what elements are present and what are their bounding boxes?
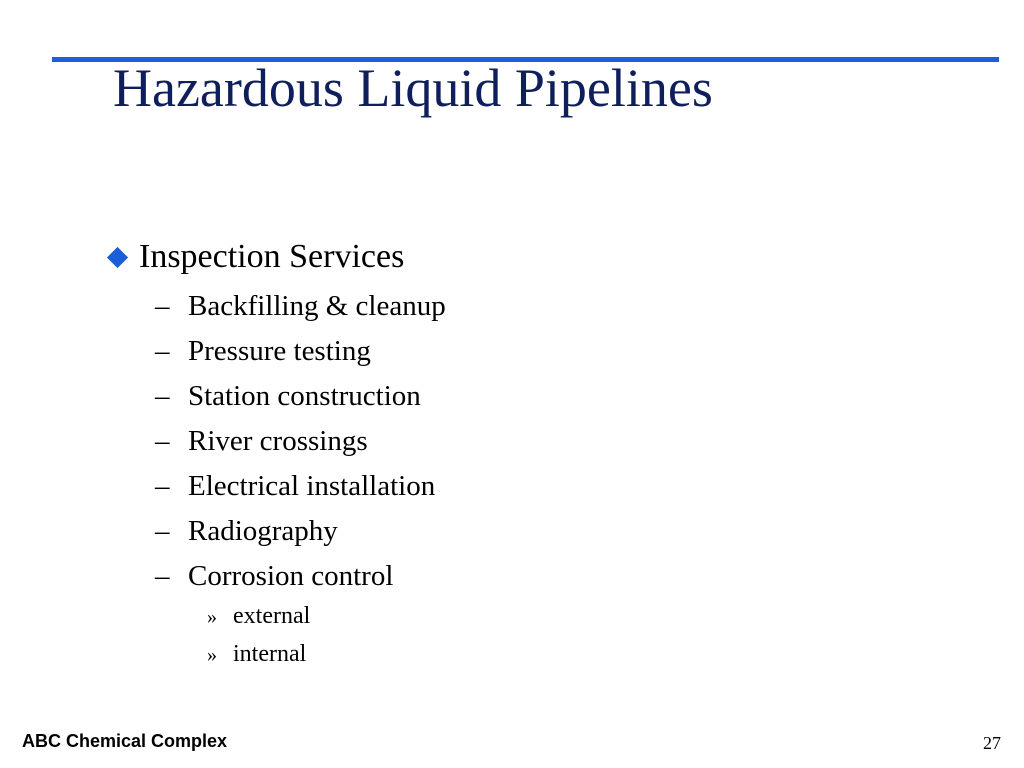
sub-bullet-item xyxy=(155,464,446,509)
dash-marker: – xyxy=(155,335,170,367)
dash-marker: – xyxy=(155,470,170,502)
sub-bullet-item xyxy=(155,509,446,554)
nested-bullet-text: internal xyxy=(233,641,307,667)
dash-marker: – xyxy=(155,515,170,547)
bullet-inspection-services xyxy=(108,235,404,279)
footer-company: ABC Chemical Complex xyxy=(22,731,228,751)
sub-bullet-text: Radiography xyxy=(188,515,338,547)
raquo-marker: » xyxy=(207,606,217,628)
sub-bullet-text: Electrical installation xyxy=(188,470,436,502)
raquo-marker: » xyxy=(207,644,217,666)
sub-bullet-text: Station construction xyxy=(188,380,421,412)
sub-bullet-item xyxy=(155,419,446,464)
sub-bullet-text: Backfilling & cleanup xyxy=(188,290,446,322)
sub-bullet-item xyxy=(155,554,446,599)
dash-marker: – xyxy=(155,560,170,592)
sub-bullet-text: Pressure testing xyxy=(188,335,371,367)
nested-bullet-list xyxy=(207,597,310,673)
diamond-bullet-icon xyxy=(107,246,128,267)
sub-bullet-text: Corrosion control xyxy=(188,560,394,592)
sub-bullet-item xyxy=(155,374,446,419)
sub-bullet-item xyxy=(155,329,446,374)
bullet-text: Inspection Services xyxy=(139,238,405,275)
sub-bullet-list xyxy=(155,284,446,599)
page-number: 27 xyxy=(983,733,1001,753)
slide-title: Hazardous Liquid Pipelines xyxy=(113,58,713,118)
dash-marker: – xyxy=(155,290,170,322)
sub-bullet-item xyxy=(155,284,446,329)
nested-bullet-item xyxy=(207,635,310,673)
dash-marker: – xyxy=(155,425,170,457)
sub-bullet-text: River crossings xyxy=(188,425,368,457)
nested-bullet-item xyxy=(207,597,310,635)
dash-marker: – xyxy=(155,380,170,412)
nested-bullet-text: external xyxy=(233,603,311,629)
